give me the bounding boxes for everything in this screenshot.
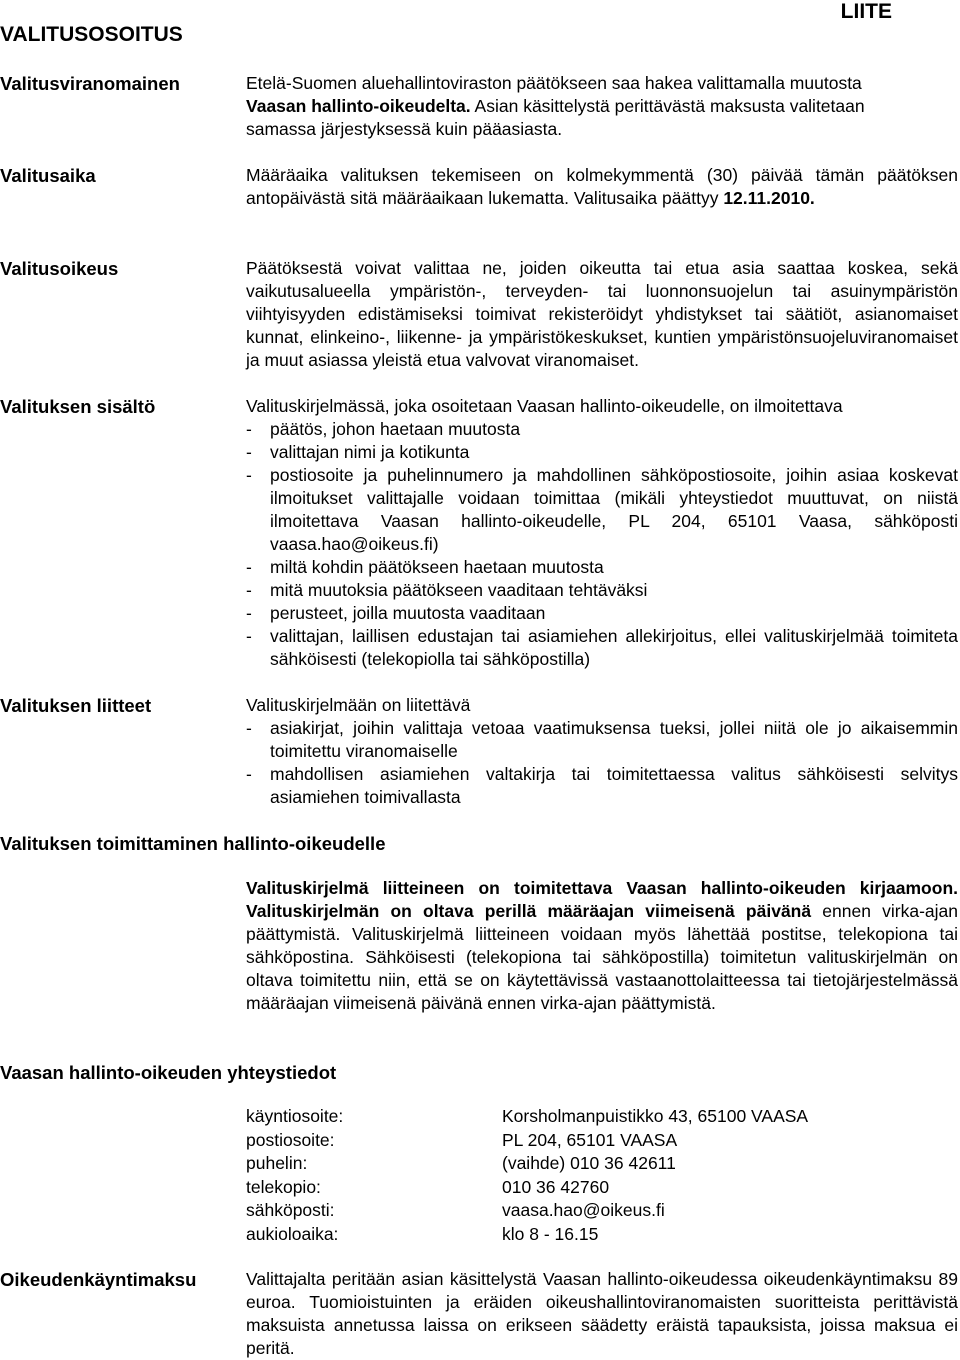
- viranomainen-line3: samassa järjestyksessä kuin pääasiasta.: [246, 119, 563, 139]
- aika-date: 12.11.2010.: [723, 188, 815, 208]
- viranomainen-line2-rest: Asian käsittelystä perittävästä maksusta valitetaan: [470, 96, 865, 116]
- section-content-sisalto: [246, 395, 958, 671]
- list-item-text: päätös, johon haetaan muutosta: [270, 419, 521, 439]
- contact-table: [246, 1105, 808, 1246]
- section-content-liitteet: [246, 694, 958, 809]
- section-label-sisalto: Valituksen sisältö: [0, 396, 156, 417]
- list-item-text: mitä muutoksia päätökseen vaaditaan tehtäväksi: [270, 580, 648, 600]
- list-item-text: miltä kohdin päätökseen haetaan muutosta: [270, 557, 604, 577]
- section-label-liitteet: Valituksen liitteet: [0, 695, 152, 716]
- toimittaminen-bold: Valituskirjelmä liitteineen on toimitettava Vaasan hallinto-oikeuden kirjaamoon. Valituskirjelmän on oltava perillä määräajan viimeisenä päivänä: [246, 878, 958, 921]
- oikeus-text: Päätöksestä voivat valittaa ne, joiden oikeutta tai etua asia saattaa koskea, sekä vaikutusalueella ympäristön-, terveyden- tai luonnonsuojelun tai asuinympäristön viihtyisyyden edistämiseksi toimivat rekisteröidyt yhdistykset tai säätiöt, asianomaiset kunnat, elinkeino-, liikenne- ja ympäristökeskukset, kuntien ympäristönsuojeluviranomaiset ja muut asiassa yleistä etua valvovat viranomaiset.: [246, 258, 958, 370]
- document-title: VALITUSOSOITUS: [0, 23, 183, 46]
- list-item: - perusteet, joilla muutosta vaaditaan: [246, 603, 546, 623]
- section-label-maksu: Oikeudenkäyntimaksu: [0, 1269, 197, 1290]
- viranomainen-line2: [246, 95, 958, 118]
- list-item: - postiosoite ja puhelinnumero ja mahdollinen sähköpostiosoite, joihin asiaa koskevat ilmoitukset valittajalle voidaan toimittaa (mikäli yhteystiedot muuttuvat, on niistä ilmoitettava Vaasan hallinto-oikeudelle, PL 204, 65101 Vaasa, sähköposti vaasa.hao@oikeus.fi): [246, 465, 958, 554]
- contact-value: PL 204, 65101 VAASA: [502, 1129, 678, 1150]
- section-label-yhteystiedot: Vaasan hallinto-oikeuden yhteystiedot: [0, 1062, 337, 1083]
- contact-key: postiosoite:: [246, 1129, 335, 1150]
- section-label-oikeus: Valitusoikeus: [0, 258, 119, 279]
- contact-key: käyntiosoite:: [246, 1106, 344, 1126]
- section-content-oikeus: [246, 257, 958, 372]
- list-item: - mitä muutoksia päätökseen vaaditaan tehtäväksi: [246, 580, 648, 600]
- list-item: - valittajan nimi ja kotikunta: [246, 442, 470, 462]
- table-row: [246, 1199, 808, 1223]
- list-item-text: valittajan nimi ja kotikunta: [270, 442, 470, 462]
- viranomainen-line1: Etelä-Suomen aluehallintoviraston päätökseen saa hakea valittamalla muutosta: [246, 73, 862, 93]
- list-item-text: asiakirjat, joihin valittaja vetoaa vaatimuksensa tueksi, jollei niitä ole jo aikaisemmin toimitettu viranomaiselle: [270, 718, 958, 761]
- list-item-text: perusteet, joilla muutosta vaaditaan: [270, 603, 546, 623]
- section-content-toimittaminen: [246, 877, 958, 1015]
- section-content-viranomainen: [246, 72, 958, 141]
- sisalto-intro: Valituskirjelmässä, joka osoitetaan Vaasan hallinto-oikeudelle, on ilmoitettava: [246, 396, 843, 416]
- toimittaminen-rest: ennen virka-ajan päättymistä. Valituskirjelmä liitteineen voidaan myös lähettää postitse, telekopiona tai sähköpostina. Sähköisesti (telekopiona tai sähköpostilla) toimitetun valituskirjelmän on oltava toimitettu niin, että se on käytettävissä vastaanottolaitteessa tai tietojärjestelmässä määräajan viimeisenä päivänä ennen virka-ajan päättymistä.: [246, 901, 958, 1013]
- section-content-aika: [246, 164, 958, 210]
- contact-key: puhelin:: [246, 1153, 308, 1173]
- table-row: [246, 1129, 808, 1153]
- contact-value: (vaihde) 010 36 42611: [502, 1153, 676, 1173]
- section-label-viranomainen: Valitusviranomainen: [0, 73, 180, 94]
- list-item: - miltä kohdin päätökseen haetaan muutosta: [246, 557, 604, 577]
- contact-value: 010 36 42760: [502, 1176, 610, 1197]
- aika-text: Määräaika valituksen tekemiseen on kolmekymmentä (30) päivää tämän päätöksen antopäivästä sitä määräaikaan lukematta. Valitusaika päättyy: [246, 165, 958, 208]
- section-label-toimittaminen: Valituksen toimittaminen hallinto-oikeudelle: [0, 833, 386, 854]
- attachment-tag: LIITE: [840, 0, 892, 23]
- viranomainen-court: Vaasan hallinto-oikeudelta.: [246, 96, 471, 116]
- table-row: [246, 1176, 808, 1200]
- list-item: - mahdollisen asiamiehen valtakirja tai toimitettaessa valitus sähköisesti selvitys asiamiehen toimivallasta: [246, 764, 958, 807]
- list-item: - asiakirjat, joihin valittaja vetoaa vaatimuksensa tueksi, jollei niitä ole jo aikaisemmin toimitettu viranomaiselle: [246, 718, 958, 761]
- list-item-text: postiosoite ja puhelinnumero ja mahdollinen sähköpostiosoite, joihin asiaa koskevat ilmoitukset valittajalle voidaan toimittaa (mikäli yhteystiedot muuttuvat, on niistä ilmoitettava Vaasan hallinto-oikeudelle, PL 204, 65101 Vaasa, sähköposti vaasa.hao@oikeus.fi): [270, 465, 958, 554]
- contact-value: vaasa.hao@oikeus.fi: [502, 1200, 665, 1220]
- toimittaminen-text-block: [246, 877, 958, 1015]
- contact-key: telekopio:: [246, 1176, 321, 1197]
- section-label-aika: Valitusaika: [0, 165, 96, 186]
- list-item-text: valittajan, laillisen edustajan tai asiamiehen allekirjoitus, ellei valituskirjelmää toimiteta sähköisesti (telekopiolla tai sähköpostilla): [270, 626, 958, 669]
- list-item: - päätös, johon haetaan muutosta: [246, 419, 521, 439]
- table-row: [246, 1152, 808, 1176]
- contact-key: sähköposti:: [246, 1200, 335, 1220]
- list-item-text: mahdollisen asiamiehen valtakirja tai toimitettaessa valitus sähköisesti selvitys asiamiehen toimivallasta: [270, 764, 958, 807]
- table-row: [246, 1105, 808, 1129]
- table-row: [246, 1223, 808, 1247]
- list-item: - valittajan, laillisen edustajan tai asiamiehen allekirjoitus, ellei valituskirjelmää toimiteta sähköisesti (telekopiolla tai sähköpostilla): [246, 626, 958, 669]
- maksu-text: Valittajalta peritään asian käsittelystä Vaasan hallinto-oikeudessa oikeudenkäyntimaksu 89 euroa. Tuomioistuinten ja eräiden oikeushallintoviranomaisten suoritteista perittävistä maksuista annetussa laissa on erikseen säädetty eräistä tapauksista, joissa maksua ei peritä.: [246, 1269, 958, 1358]
- section-content-maksu: [246, 1268, 958, 1360]
- liitteet-intro: Valituskirjelmään on liitettävä: [246, 695, 471, 715]
- contact-value: klo 8 - 16.15: [502, 1223, 599, 1244]
- aika-text-block: [246, 164, 958, 210]
- contact-key: aukioloaika:: [246, 1223, 339, 1244]
- contact-value: Korsholmanpuistikko 43, 65100 VAASA: [502, 1106, 809, 1126]
